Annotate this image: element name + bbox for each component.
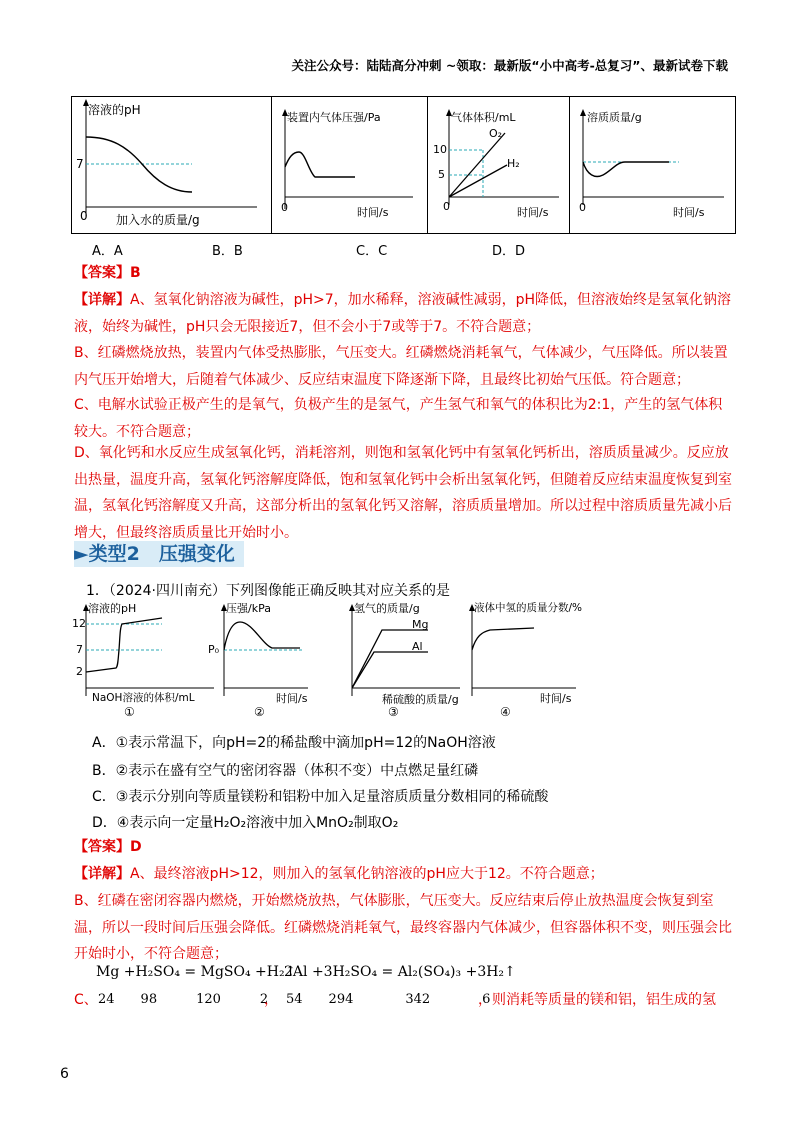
figure-1 — [72, 600, 222, 720]
detail-d: D、氧化钙和水反应生成氢氧化钙，消耗溶剂，则饱和氢氧化钙中有氢氧化钙析出，溶质质量减少。反应放出热量，温度升高，氢氧化钙溶解度降低，饱和氢氧化钙中会析出氢氧化钙，但随着反应结束温度恢复到室温，氢氧化钙溶解度又升高，这部分析出的氢氧化钙又溶解，溶质质量增加。所以过程中溶质质量先减小后增大，但最终溶质质量比开始时小。 — [74, 445, 732, 541]
equation-mg-masses: 24 98 120 2 — [98, 992, 269, 1007]
fig2-ylabel: 压强/kPa — [226, 602, 271, 615]
equation-al-masses: 54 294 342 6 — [286, 992, 491, 1007]
fig-c-tick-5: 5 — [438, 168, 445, 181]
equation-mg: Mg +H₂SO₄ = MgSO₄ +H₂↑ — [96, 964, 297, 980]
fig3-xlabel: 稀硫酸的质量/g — [382, 693, 459, 706]
figure-row-2 — [72, 600, 583, 720]
fig-c-xlabel: 时间/s — [517, 206, 549, 219]
fig1-xlabel: NaOH溶液的体积/mL — [92, 692, 195, 704]
fig-a-tick-7: 7 — [76, 157, 84, 171]
fig-d-ylabel: 溶质质量/g — [587, 111, 642, 124]
option-a: A．A — [92, 244, 123, 259]
option-d: D．D — [492, 244, 526, 259]
fig-c-ylabel: 气体体积/mL — [451, 111, 516, 124]
figure-row-1 — [71, 96, 736, 234]
fig-c-h2-label: H₂ — [507, 157, 520, 170]
fig4-xlabel: 时间/s — [540, 692, 572, 705]
detail2-a-text: A、最终溶液pH>12，则加入的氢氧化钠溶液的pH应大于12。不符合题意； — [130, 866, 604, 882]
answer2-value: D — [130, 839, 142, 855]
detail-label: 【详解】 — [74, 292, 130, 308]
fig-c-tick-10: 10 — [433, 143, 447, 156]
fig3-al-label: Al — [412, 640, 423, 653]
detail2-label: 【详解】 — [74, 866, 130, 882]
section-heading: ►类型2 压强变化 — [74, 541, 244, 567]
figure-d — [569, 97, 735, 233]
detail-a — [74, 287, 734, 340]
choice-c: C．③表示分别向等质量镁粉和铝粉中加入足量溶质质量分数相同的稀硫酸 — [92, 789, 549, 805]
fig4-number: ④ — [500, 705, 511, 719]
fig-b-origin: 0 — [281, 201, 288, 214]
answer-2 — [74, 834, 734, 861]
fig-a-xlabel: 加入水的质量/g — [116, 213, 200, 227]
figure-3 — [338, 600, 468, 720]
answer-label: 【答案】 — [74, 265, 130, 281]
comma-separator: ， — [264, 992, 278, 1008]
fig1-tick-2: 2 — [76, 665, 83, 678]
question-1: 1．（2024·四川南充）下列图像能正确反映其对应关系的是 — [86, 583, 450, 599]
fig3-number: ③ — [388, 705, 399, 719]
fig-b-ylabel: 装置内气体压强/Pa — [287, 111, 381, 124]
figure-b — [271, 97, 428, 233]
fig-b-xlabel: 时间/s — [357, 206, 389, 219]
c-label: C、 — [74, 992, 98, 1008]
fig1-tick-7: 7 — [76, 643, 83, 656]
fig-a-ylabel: 溶液的pH — [88, 103, 141, 117]
page-number: 6 — [60, 1066, 69, 1082]
fig4-ylabel: 液体中氢的质量分数/% — [474, 602, 583, 614]
fig2-number: ② — [254, 705, 265, 719]
fig3-mg-label: Mg — [412, 618, 429, 631]
answer2-label: 【答案】 — [74, 839, 130, 855]
fig1-number: ① — [124, 705, 135, 719]
figure-c — [427, 97, 570, 233]
detail2-a — [74, 861, 734, 888]
fig1-tick-12: 12 — [72, 617, 86, 630]
detail2-b: B、红磷在密闭容器内燃烧，开始燃烧放热，气体膨胀，气压变大。反应结束后停止放热温度会恢复到室温，所以一段时间后压强会降低。红磷燃烧消耗氧气，最终容器内气体减少，但容器体积不变，则压强会比开始时小，不符合题意； — [74, 893, 732, 962]
figure-2 — [208, 600, 318, 720]
answer-1 — [74, 260, 734, 287]
fig-c-o2-label: O₂ — [489, 127, 503, 140]
fig-d-xlabel: 时间/s — [673, 206, 705, 219]
fig-c-origin: 0 — [443, 200, 450, 213]
fig2-xlabel: 时间/s — [276, 692, 308, 705]
detail-a-text: A、氢氧化钠溶液为碱性，pH>7，加水稀释，溶液碱性减弱，pH降低，但溶液始终是氢氧化钠溶液，始终为碱性，pH只会无限接近7，但不会小于7或等于7。不符合题意； — [74, 292, 732, 335]
page-header: 关注公众号：陆陆高分冲刺 ~领取：最新版“小中高考-总复习”、最新试卷下载 — [291, 58, 728, 73]
choice-b: B．②表示在盛有空气的密闭容器（体积不变）中点燃足量红磷 — [92, 763, 479, 779]
choice-a: A．①表示常温下，向pH=2的稀盐酸中滴加pH=12的NaOH溶液 — [92, 735, 496, 751]
choice-d: D．④表示向一定量H₂O₂溶液中加入MnO₂制取O₂ — [92, 815, 399, 831]
c-tail-text: ，则消耗等质量的镁和铝，铝生成的氢 — [478, 992, 716, 1008]
option-c: C．C — [356, 244, 388, 259]
answer-value: B — [130, 265, 141, 281]
fig1-ylabel: 溶液的pH — [88, 602, 137, 615]
detail-b: B、红磷燃烧放热，装置内气体受热膨胀，气压变大。红磷燃烧消耗氧气，气体减少，气压降低。所以装置内气压开始增大，后随着气体减少、反应结束温度下降逐渐下降，且最终比初始气压低。符合题意； — [74, 345, 728, 388]
fig-d-origin: 0 — [579, 201, 586, 214]
figure-4 — [464, 600, 584, 720]
option-b: B．B — [212, 244, 243, 259]
fig-a-origin: 0 — [80, 209, 88, 223]
fig2-p0: P₀ — [208, 643, 220, 656]
detail-c: C、电解水试验正极产生的是氧气，负极产生的是氢气，产生氢气和氧气的体积比为2:1，产生的氢气体积较大。不符合题意； — [74, 397, 723, 440]
equation-al: 2Al +3H₂SO₄ = Al₂(SO₄)₃ +3H₂↑ — [284, 964, 516, 980]
fig3-ylabel: 氢气的质量/g — [354, 602, 420, 615]
figure-a — [72, 97, 272, 233]
